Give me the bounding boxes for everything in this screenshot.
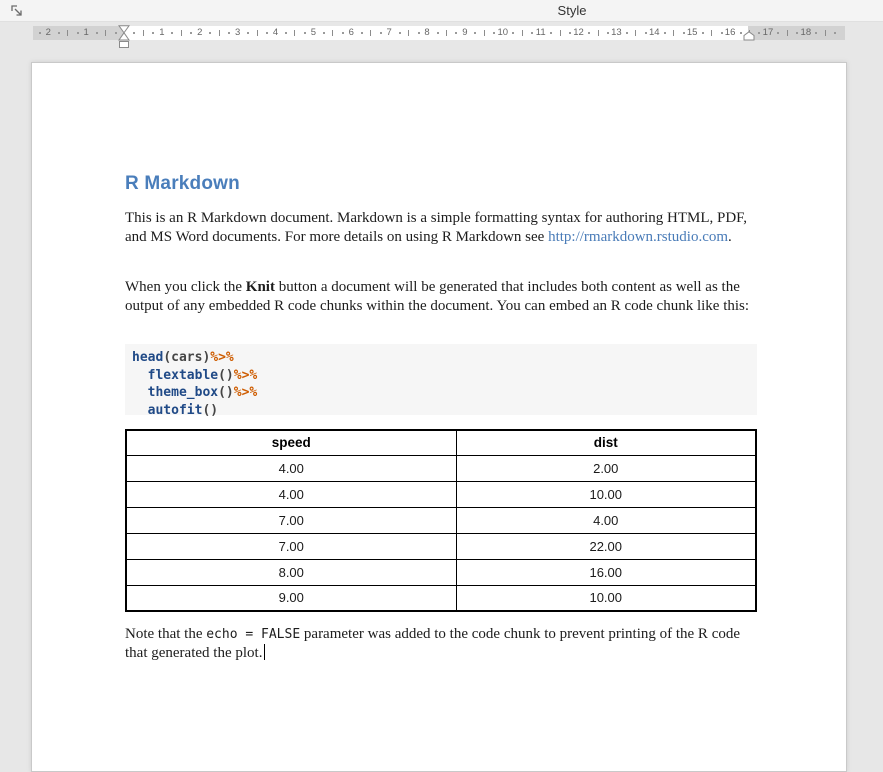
ruler-tick — [635, 30, 636, 36]
ruler-number: 16 — [724, 27, 736, 38]
first-line-indent-marker[interactable] — [118, 25, 130, 41]
intro-paragraph: This is an R Markdown document. Markdown is a simple formatting syntax for authoring HTML, PDF, and MS Word documents. For more details on using R Markdown see http://rmarkdown.rstudio.com. — [125, 210, 748, 246]
table-cell: 2.00 — [456, 455, 756, 481]
ruler-tick — [834, 32, 836, 34]
ruler-tick — [437, 32, 439, 34]
table-cell: 16.00 — [456, 559, 756, 585]
ruler-tick — [181, 30, 182, 36]
ruler-tick — [645, 32, 647, 34]
table-row — [126, 585, 756, 611]
flextable-output — [125, 429, 757, 612]
table-row — [126, 481, 756, 507]
ruler-tick — [796, 32, 798, 34]
ruler-number: 8 — [424, 27, 430, 38]
r-code-chunk — [125, 344, 757, 418]
ruler-tick — [626, 32, 628, 34]
rmarkdown-link[interactable]: http://rmarkdown.rstudio.com — [548, 229, 729, 246]
ruler-tick — [531, 32, 533, 34]
left-indent-marker[interactable] — [119, 41, 129, 48]
ruler-number: 6 — [348, 27, 354, 38]
ruler-tick — [550, 32, 552, 34]
ruler-tick — [105, 30, 106, 36]
ruler-number: 1 — [83, 27, 89, 38]
ruler-tick — [721, 32, 723, 34]
ruler-tick — [777, 32, 779, 34]
table-cell: 10.00 — [456, 481, 756, 507]
ruler-tick — [493, 32, 495, 34]
ruler-tick — [418, 32, 420, 34]
table-header-row — [126, 430, 756, 455]
ruler-number: 3 — [234, 27, 241, 38]
ruler-tick — [285, 32, 287, 34]
ruler-tick — [512, 32, 514, 34]
ruler-tick — [342, 32, 344, 34]
table-row — [126, 559, 756, 585]
ruler-tick — [664, 32, 666, 34]
table-row — [126, 507, 756, 533]
ruler-tick — [323, 32, 325, 34]
code-line: autofit() — [147, 402, 219, 418]
ruler-tick — [711, 30, 712, 36]
ruler-tick — [370, 30, 371, 36]
table-cell: 4.00 — [456, 507, 756, 533]
ruler-tick — [673, 30, 674, 36]
ruler-tick — [257, 30, 258, 36]
ruler-tick — [588, 32, 590, 34]
ruler-number: 5 — [310, 27, 317, 38]
ruler-number: 2 — [45, 27, 51, 38]
knit-paragraph: When you click the Knit button a document will be generated that includes both content as well as the output of any embedded R code chunks within the document. You can embed an R code chunk like this: — [125, 279, 750, 315]
ruler-tick — [304, 32, 306, 34]
ruler-tick — [607, 32, 609, 34]
table-cell: 7.00 — [126, 533, 456, 559]
ruler-number: 4 — [272, 27, 279, 38]
table-row — [126, 455, 756, 481]
ruler-number: 13 — [611, 27, 622, 38]
ruler-tick — [683, 32, 685, 34]
ruler-tick — [484, 30, 485, 36]
ruler-number: 7 — [386, 27, 392, 38]
ruler-tick — [228, 32, 230, 34]
text-cursor — [264, 644, 265, 660]
code-line: theme_box()%>% — [147, 385, 258, 400]
ruler-tick — [96, 32, 98, 34]
ruler-tick — [702, 32, 704, 34]
ruler-tick — [474, 32, 476, 34]
ruler-tick — [522, 30, 523, 36]
ruler-number: 12 — [573, 27, 584, 38]
ruler-number: 2 — [197, 27, 203, 38]
table-cell: 10.00 — [456, 585, 756, 611]
ruler-tick — [115, 32, 117, 34]
ruler-number: 14 — [649, 27, 660, 38]
table-cell: 8.00 — [126, 559, 456, 585]
ruler-tick — [171, 32, 173, 34]
ruler-tick — [58, 32, 60, 34]
ruler-tick — [266, 32, 268, 34]
code-line: flextable()%>% — [147, 367, 258, 383]
ruler-tick — [361, 32, 363, 34]
ruler-tick — [380, 32, 382, 34]
right-indent-marker[interactable] — [743, 31, 755, 41]
ruler-tick — [67, 30, 68, 36]
table-cell: 9.00 — [126, 585, 456, 611]
ruler-tick — [455, 32, 457, 34]
ruler-tick — [294, 30, 295, 36]
ruler-number: 11 — [535, 27, 546, 38]
ruler-tick — [133, 32, 135, 34]
table-column-header: speed — [126, 430, 456, 455]
ruler-tick — [399, 32, 401, 34]
ruler-number: 18 — [800, 27, 812, 38]
ruler-number: 15 — [686, 27, 698, 38]
ruler-number: 1 — [159, 27, 165, 38]
ruler-tick — [815, 32, 817, 34]
table-cell: 4.00 — [126, 455, 456, 481]
document-heading: R Markdown — [125, 173, 240, 194]
ruler-tick — [787, 30, 788, 36]
ruler-tick — [560, 30, 561, 36]
table-cell: 22.00 — [456, 533, 756, 559]
style-pane-header — [0, 0, 883, 22]
ruler-tick — [39, 32, 41, 34]
ruler-tick — [152, 32, 154, 34]
ruler-tick — [247, 32, 249, 34]
ruler-tick — [143, 30, 144, 36]
ruler-tick — [569, 32, 571, 34]
table-cell: 4.00 — [126, 481, 456, 507]
table-column-header: dist — [456, 430, 756, 455]
document-page[interactable] — [31, 62, 847, 772]
ruler-number: 9 — [462, 27, 468, 38]
ruler-tick — [758, 32, 760, 34]
ruler-tick — [825, 30, 826, 36]
ruler-number: 17 — [762, 27, 774, 38]
ruler-tick — [446, 30, 447, 36]
table-row — [126, 533, 756, 559]
ruler-tick — [332, 30, 333, 36]
note-paragraph: Note that the echo = FALSE parameter was added to the code chunk to prevent printing of the R code that generated the plot. — [125, 626, 741, 662]
pane-title: Style — [557, 3, 587, 18]
ruler-tick — [209, 32, 211, 34]
code-line: head(cars)%>% — [132, 350, 234, 365]
ruler-tick — [77, 32, 79, 34]
dialog-launcher-icon[interactable] — [9, 3, 25, 19]
ruler-tick — [408, 30, 409, 36]
table-cell: 7.00 — [126, 507, 456, 533]
ruler-tick — [740, 32, 742, 34]
ruler-number: 10 — [497, 27, 509, 38]
ruler-tick — [219, 30, 220, 36]
horizontal-ruler[interactable] — [0, 22, 883, 50]
ruler-tick — [190, 32, 192, 34]
ruler-tick — [598, 30, 599, 36]
